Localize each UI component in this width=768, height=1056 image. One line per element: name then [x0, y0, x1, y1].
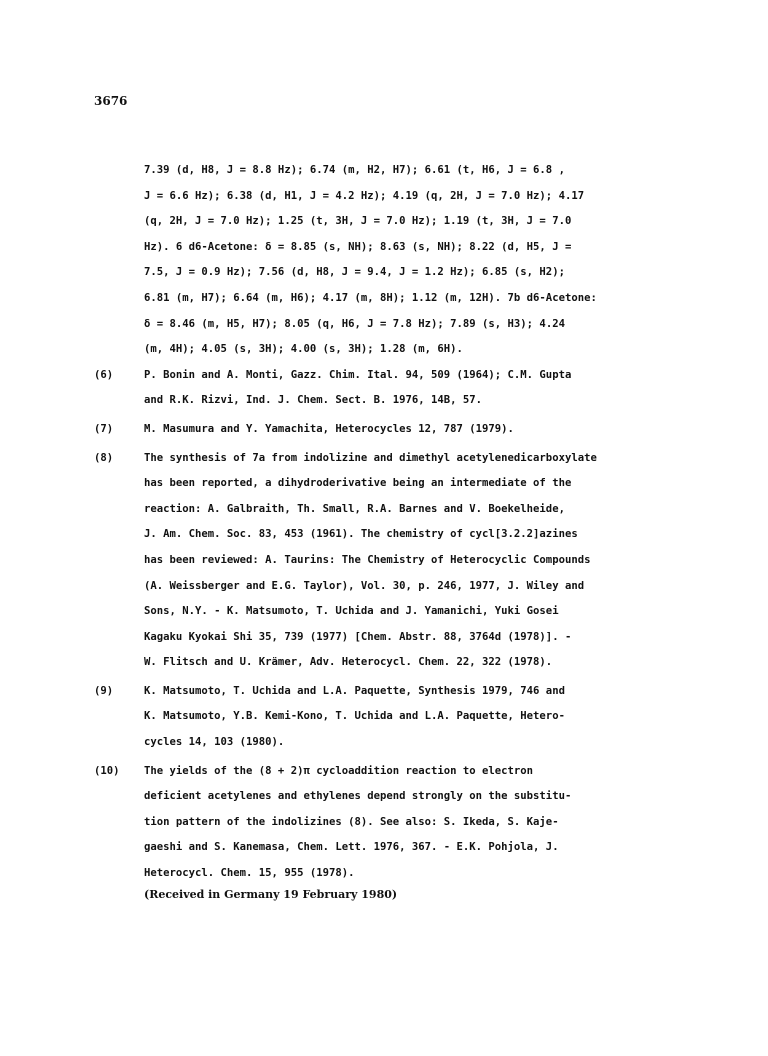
text-line: 7.5, J = 0.9 Hz); 7.56 (d, H8, J = 9.4, J = 1.2 Hz); 6.85 (s, H2); [144, 266, 565, 279]
reference-text [144, 759, 714, 887]
text-line: cycles 14, 103 (1980). [144, 736, 285, 749]
text-line: K. Matsumoto, Y.B. Kemi-Kono, T. Uchida and L.A. Paquette, Hetero- [144, 710, 565, 723]
reference-10 [94, 759, 714, 887]
reference-number: (9) [94, 684, 114, 697]
reference-number: (8) [94, 451, 114, 464]
text-line: reaction: A. Galbraith, Th. Small, R.A. Barnes and V. Boekelheide, [144, 502, 565, 515]
text-line: and R.K. Rizvi, Ind. J. Chem. Sect. B. 1976, 14B, 57. [144, 394, 483, 407]
text-line: Sons, N.Y. - K. Matsumoto, T. Uchida and J. Yamanichi, Yuki Gosei [144, 605, 559, 618]
nmr-data-continuation [94, 158, 714, 363]
reference-7 [94, 417, 714, 443]
reference-number: (10) [94, 764, 120, 777]
text-line: 6.81 (m, H7); 6.64 (m, H6); 4.17 (m, 8H); 1.12 (m, 12H). 7b d6-Acetone: [144, 291, 597, 304]
text-line: J. Am. Chem. Soc. 83, 453 (1961). The chemistry of cycl[3.2.2]azines [144, 528, 578, 541]
reference-text [144, 679, 714, 756]
reference-9 [94, 679, 714, 756]
page-number: 3676 [94, 94, 128, 108]
text-line: K. Matsumoto, T. Uchida and L.A. Paquette, Synthesis 1979, 746 and [144, 684, 565, 697]
reference-6 [94, 363, 714, 414]
text-line: Hz). 6 d6-Acetone: δ = 8.85 (s, NH); 8.63 (s, NH); 8.22 (d, H5, J = [144, 240, 572, 253]
text-line: (q, 2H, J = 7.0 Hz); 1.25 (t, 3H, J = 7.0 Hz); 1.19 (t, 3H, J = 7.0 [144, 215, 572, 228]
text-line: P. Bonin and A. Monti, Gazz. Chim. Ital. 94, 509 (1964); C.M. Gupta [144, 368, 572, 381]
text-line: W. Flitsch and U. Krämer, Adv. Heterocycl. Chem. 22, 322 (1978). [144, 656, 553, 669]
text-line: has been reported, a dihydroderivative being an intermediate of the [144, 477, 572, 490]
text-line: (m, 4H); 4.05 (s, 3H); 4.00 (s, 3H); 1.28 (m, 6H). [144, 343, 463, 356]
text-line: deficient acetylenes and ethylenes depend strongly on the substitu- [144, 790, 572, 803]
text-line: has been reviewed: A. Taurins: The Chemistry of Heterocyclic Compounds [144, 553, 591, 566]
text-line: (A. Weissberger and E.G. Taylor), Vol. 30, p. 246, 1977, J. Wiley and [144, 579, 585, 592]
text-line: Kagaku Kyokai Shi 35, 739 (1977) [Chem. Abstr. 88, 3764d (1978)]. - [144, 630, 572, 643]
reference-text [144, 363, 714, 414]
reference-number: (6) [94, 368, 114, 381]
text-line: The yields of the (8 + 2)π cycloaddition reaction to electron [144, 764, 534, 777]
text-line: tion pattern of the indolizines (8). See also: S. Ikeda, S. Kaje- [144, 815, 559, 828]
text-line: gaeshi and S. Kanemasa, Chem. Lett. 1976, 367. - E.K. Pohjola, J. [144, 841, 559, 854]
text-line: δ = 8.46 (m, H5, H7); 8.05 (q, H6, J = 7.8 Hz); 7.89 (s, H3); 4.24 [144, 317, 565, 330]
reference-8 [94, 446, 714, 676]
reference-number: (7) [94, 422, 114, 435]
text-line: M. Masumura and Y. Yamachita, Heterocycles 12, 787 (1979). [144, 422, 514, 435]
text-line: Heterocycl. Chem. 15, 955 (1978). [144, 867, 355, 880]
text-line: The synthesis of 7a from indolizine and dimethyl acetylenedicarboxylate [144, 451, 597, 464]
text-line: 7.39 (d, H8, J = 8.8 Hz); 6.74 (m, H2, H7); 6.61 (t, H6, J = 6.8 , [144, 164, 565, 176]
reference-text [144, 417, 714, 443]
text-line: J = 6.6 Hz); 6.38 (d, H1, J = 4.2 Hz); 4.19 (q, 2H, J = 7.0 Hz); 4.17 [144, 189, 585, 202]
references-section [94, 158, 714, 887]
reference-text [144, 446, 714, 676]
received-date-note: (Received in Germany 19 February 1980) [144, 888, 398, 901]
